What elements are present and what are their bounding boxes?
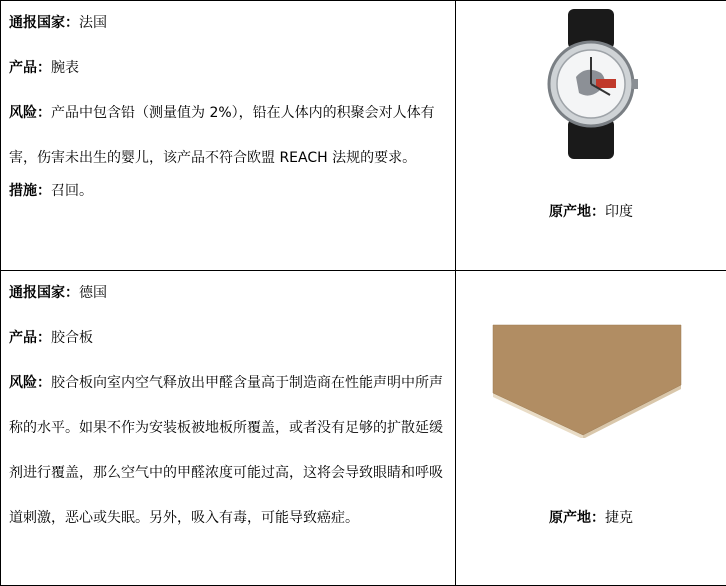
risk-label: 风险： — [9, 375, 51, 391]
country-line — [9, 13, 447, 34]
measure-line — [9, 181, 447, 202]
plywood-board-icon — [491, 323, 691, 438]
origin-line — [456, 507, 726, 527]
measure-label: 措施： — [9, 183, 51, 199]
product-label: 产品： — [9, 60, 51, 76]
country-line — [9, 283, 447, 304]
wristwatch-icon — [536, 9, 646, 159]
origin-value: 捷克 — [605, 510, 633, 526]
product-line — [9, 58, 447, 79]
product-label: 产品： — [9, 330, 51, 346]
risk-label: 风险： — [9, 105, 51, 121]
table-row — [1, 1, 726, 271]
risk-line — [9, 361, 447, 541]
measure-value: 召回。 — [51, 183, 93, 199]
country-value: 法国 — [79, 15, 107, 31]
details-cell — [1, 1, 456, 271]
details-cell — [1, 271, 456, 586]
image-cell — [456, 1, 726, 271]
image-cell — [456, 271, 726, 586]
origin-label: 原产地： — [549, 204, 605, 220]
risk-value: 产品中包含铅（测量值为 2%），铅在人体内的积聚会对人体有害，伤害未出生的婴儿，该产品不符合欧盟 REACH 法规的要求。 — [9, 105, 435, 166]
origin-value: 印度 — [605, 204, 633, 220]
table-row — [1, 271, 726, 586]
risk-line — [9, 91, 447, 181]
origin-line — [456, 201, 726, 221]
origin-label: 原产地： — [549, 510, 605, 526]
risk-value: 胶合板向室内空气释放出甲醛含量高于制造商在性能声明中所声称的水平。如果不作为安装板被地板所覆盖，或者没有足够的扩散延缓剂进行覆盖，那么空气中的甲醛浓度可能过高，这将会导致眼睛和呼吸道刺激，恶心或失眠。另外，吸入有毒，可能导致癌症。 — [9, 375, 443, 526]
country-value: 德国 — [79, 285, 107, 301]
product-value: 胶合板 — [51, 330, 93, 346]
country-label: 通报国家： — [9, 15, 79, 31]
product-line — [9, 328, 447, 349]
country-label: 通报国家： — [9, 285, 79, 301]
product-value: 腕表 — [51, 60, 79, 76]
